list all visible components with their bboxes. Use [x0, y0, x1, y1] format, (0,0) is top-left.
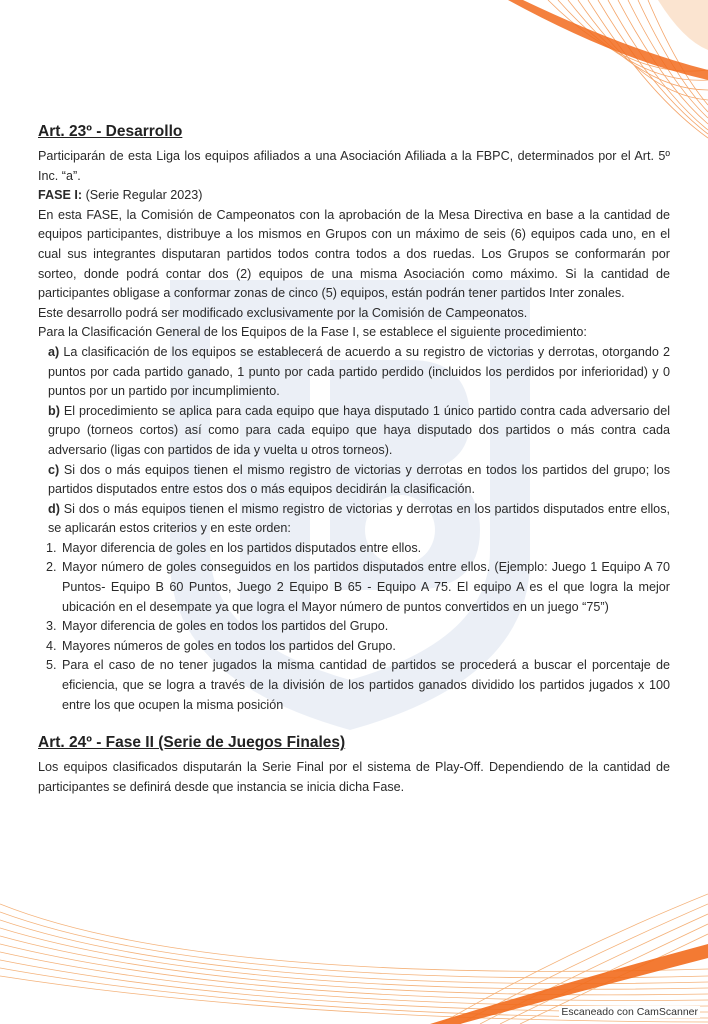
criterion-1: 1. Mayor diferencia de goles en los partidos disputados entre ellos. — [60, 539, 670, 559]
fase-1-paragraph: En esta FASE, la Comisión de Campeonatos con la aprobación de la Mesa Directiva en base a la cantidad de equipos participantes, distribuye a los mismos en Grupos con un máximo de seis (6) equipos cada uno, en el cual sus integrantes disputaran partidos todos contra todos a dos ruedas. Los Grupos se conformarán por sorteo, donde podrá contar dos (2) equipos de una misma Asociación como máximo. Si la cantidad de participantes obligase a conformar zonas de cinco (5) equipos, están podrán tener partidos Inter zonales. — [38, 207, 670, 301]
rule-c-text: Si dos o más equipos tienen el mismo registro de victorias y derrotas en todos los partidos del grupo; los partidos disputados entre estos dos o más equipos decidirán la clasificación. — [48, 462, 670, 497]
rule-a-label: a) — [48, 344, 60, 359]
classification-intro: Para la Clasificación General de los Equipos de la Fase I, se establece el siguiente procedimiento: — [38, 325, 587, 340]
article-24-text: Los equipos clasificados disputarán la Serie Final por el sistema de Play-Off. Dependiendo de la cantidad de participantes se definirá desde que instancia se inicia dicha Fase. — [38, 760, 670, 794]
criterion-3: 3. Mayor diferencia de goles en todos los partidos del Grupo. — [60, 617, 670, 637]
rule-d — [38, 500, 670, 539]
modification-note: Este desarrollo podrá ser modificado exclusivamente por la Comisión de Campeonatos. — [38, 305, 528, 320]
document-body — [38, 122, 670, 797]
fase-1-heading — [38, 186, 670, 206]
article-24-title: Art. 24º - Fase II (Serie de Juegos Finales) — [38, 734, 346, 752]
article-23-intro: Participarán de esta Liga los equipos afiliados a una Asociación Afiliada a la FBPC, determinados por el Art. 5º Inc. “a”. — [38, 149, 670, 183]
fase-1-label: FASE I: — [38, 188, 83, 203]
rule-a-text: La clasificación de los equipos se establecerá de acuerdo a su registro de victorias y derrotas, otorgando 2 puntos por cada partido ganado, 1 punto por cada partido perdido (incluidos los perdidos por inferioridad) y 0 puntos por un partido por incumplimiento. — [48, 344, 670, 399]
rule-b-text: El procedimiento se aplica para cada equipo que haya disputado 1 único partido contra cada adversario del grupo (torneos cortos) así como para cada equipo que haya disputado dos partidos o más contra cada adversario (ligas con partidos de ida y vuelta u otros torneos). — [48, 403, 670, 457]
rule-c — [38, 461, 670, 500]
fase-1-text: (Serie Regular 2023) — [82, 188, 203, 203]
rule-a — [38, 343, 670, 402]
rule-d-text: Si dos o más equipos tienen el mismo registro de victorias y derrotas en los partidos disputados entre ellos, se aplicarán estos criterios y en este orden: — [48, 501, 670, 536]
rule-d-label: d) — [48, 501, 60, 516]
tiebreak-criteria-list — [38, 539, 670, 715]
criterion-2: 2. Mayor número de goles conseguidos en los partidos disputados entre ellos. (Ejemplo: Juego 1 Equipo A 70 Puntos- Equipo B 60 Puntos, Juego 2 Equipo B 65 - Equipo A 75. El equipo A es el que logra la mejor ubicación en el desempate ya que logra el Mayor número de puntos convertidos en un juego “75”) — [60, 558, 670, 617]
criterion-5: 5. Para el caso de no tener jugados la misma cantidad de partidos se procederá a buscar el porcentaje de eficiencia, que se logra a través de la división de los partidos ganados dividido los partidos jugados x 100 entre los que ocupen la misma posición — [60, 656, 670, 715]
rule-c-label: c) — [48, 462, 60, 477]
top-right-decoration — [448, 0, 708, 140]
article-23-title: Art. 23º - Desarrollo — [38, 123, 183, 140]
criterion-4: 4. Mayores números de goles en todos los partidos del Grupo. — [60, 637, 670, 657]
rule-b-label: b) — [48, 403, 60, 418]
bottom-decoration — [0, 874, 708, 1024]
scanner-watermark-text: Escaneado con CamScanner — [561, 1006, 698, 1018]
rule-b — [38, 402, 670, 461]
